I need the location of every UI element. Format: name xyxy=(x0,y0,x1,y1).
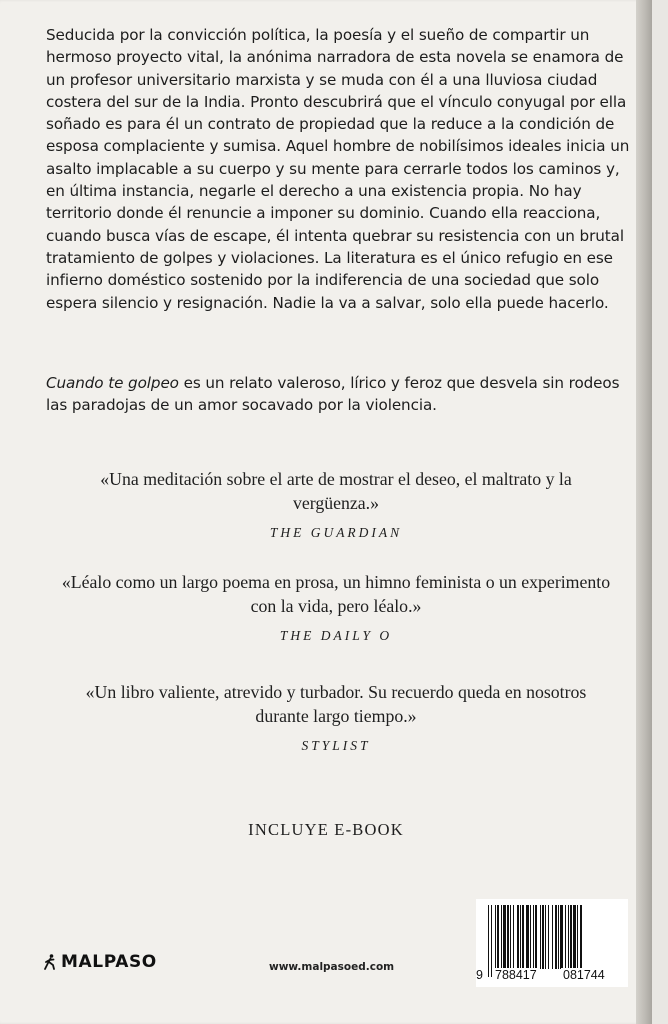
barcode-bar xyxy=(573,905,576,969)
barcode-bar xyxy=(495,905,496,969)
barcode-bar xyxy=(522,905,524,969)
barcode-bar xyxy=(507,905,509,969)
review-quote-daily-o xyxy=(60,570,612,644)
spine-edge xyxy=(636,0,652,1024)
barcode-bar xyxy=(513,905,514,969)
barcode-bar xyxy=(503,905,506,969)
quote-source: THE GUARDIAN xyxy=(269,525,403,540)
barcode-bar xyxy=(580,905,582,977)
barcode-bar xyxy=(548,905,549,969)
barcode-bar xyxy=(560,905,563,969)
barcode-bar xyxy=(501,905,502,969)
review-quote-stylist xyxy=(60,680,612,754)
summary-paragraph xyxy=(46,372,636,417)
publisher-name: MALPASO xyxy=(61,952,157,972)
barcode-bar xyxy=(517,905,519,969)
isbn-barcode xyxy=(476,899,628,987)
barcode-bar xyxy=(530,905,531,969)
review-quote-guardian xyxy=(60,467,612,541)
barcode-bar xyxy=(555,905,557,969)
barcode-bar xyxy=(558,905,559,969)
quote-source: THE DAILY O xyxy=(279,628,393,643)
barcode-digits xyxy=(476,968,628,984)
barcode-right-group: 081744 xyxy=(563,968,605,982)
running-figure-icon xyxy=(44,954,56,970)
barcode-bar xyxy=(520,905,521,969)
barcode-bar xyxy=(552,905,553,969)
quote-source: STYLIST xyxy=(301,738,371,753)
quote-text: «Léalo como un largo poema en prosa, un himno feminista o un experimento con la vida, pero léalo.» xyxy=(61,572,611,616)
quote-text: «Una meditación sobre el arte de mostrar el deseo, el maltrato y la vergüenza.» xyxy=(100,469,572,513)
barcode-bar xyxy=(565,905,566,969)
summary-text: es un relato valeroso, lírico y feroz que desvela sin rodeos las paradojas de un amor socavado por la violencia. xyxy=(46,374,620,415)
quote-text: «Un libro valiente, atrevido y turbador. Su recuerdo queda en nosotros durante largo tiempo.» xyxy=(85,682,587,726)
barcode-bar xyxy=(577,905,578,969)
barcode-bar xyxy=(570,905,572,969)
barcode-bar xyxy=(533,905,534,977)
synopsis-paragraph: Seducida por la convicción política, la poesía y el sueño de compartir un hermoso proyecto vital, la anónima narradora de esta novela se enamora de un profesor universitario marxista y se muda con él a una lluviosa ciudad costera del sur de la India. Pronto descubrirá que el vínculo conyugal por ella soñado es para él un contrato de propiedad que la reduce a la condición de esposa complaciente y sumisa. Aquel hombre de nobilísimos ideales inicia un asalto implacable a su cuerpo y su mente para cerrarle todos los caminos y, en última instancia, negarle el derecho a una existencia propia. No hay territorio donde él renuncie a imponer su dominio. Cuando ella reacciona, cuando busca vías de escape, él intenta quebrar su resistencia con un brutal tratamiento de golpes y violaciones. La literatura es el único refugio en ese infierno doméstico sostenido por la indiferencia de una sociedad que solo espera silencio y resignación. Nadie la va a salvar, solo ella puede hacerlo. xyxy=(46,26,630,312)
book-title-italic: Cuando te golpeo xyxy=(46,374,179,392)
barcode-bar xyxy=(535,905,537,977)
barcode-bar xyxy=(545,905,546,969)
barcode-bar xyxy=(540,905,541,969)
barcode-bar xyxy=(568,905,569,969)
barcode-bar xyxy=(510,905,511,969)
barcode-left-group: 788417 xyxy=(495,968,537,982)
ebook-notice: INCLUYE E-BOOK xyxy=(248,820,404,839)
barcode-bar xyxy=(497,905,499,969)
publisher-logo xyxy=(44,952,157,972)
barcode-bar xyxy=(542,905,544,969)
barcode-first-digit: 9 xyxy=(476,968,483,982)
barcode-bar xyxy=(526,905,529,969)
publisher-website: www.malpasoed.com xyxy=(269,961,395,973)
barcode-bar xyxy=(491,905,492,977)
barcode-bar xyxy=(488,905,489,977)
